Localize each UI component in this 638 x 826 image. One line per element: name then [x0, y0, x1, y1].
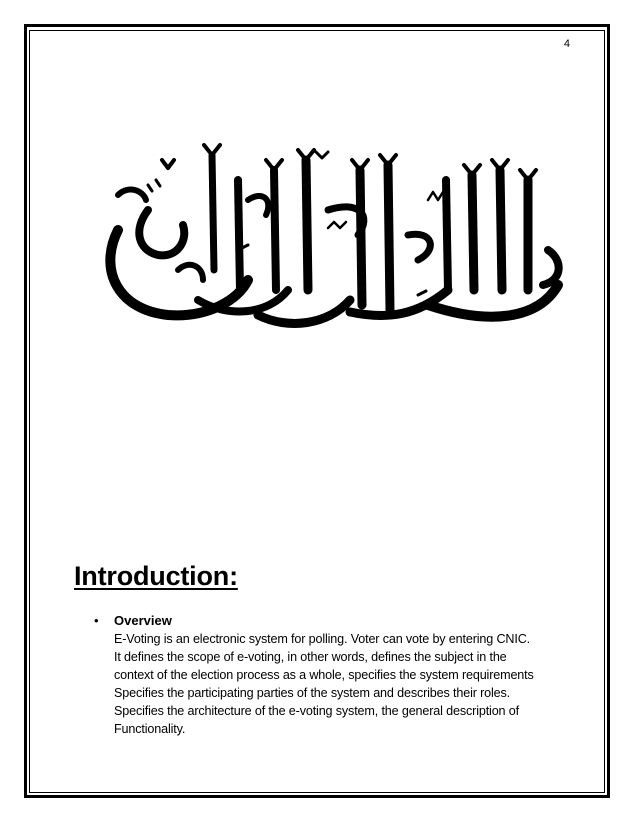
page-number: 4: [563, 38, 570, 50]
overview-bullet-row: [94, 612, 572, 630]
bismillah-calligraphy: [88, 140, 568, 340]
paragraph-line: context of the election process as a whole, specifies the system requirements: [114, 668, 534, 682]
overview-section: [94, 612, 572, 738]
overview-paragraph: [114, 630, 572, 738]
paragraph-line: Specifies the participating parties of the system and describes their roles.: [114, 686, 511, 700]
bullet-icon: •: [94, 613, 99, 628]
paragraph-line: Specifies the architecture of the e-voting system, the general description of: [114, 704, 519, 718]
paragraph-line: It defines the scope of e-voting, in other words, defines the subject in the: [114, 650, 507, 664]
paragraph-line: Functionality.: [114, 722, 186, 736]
section-title: Overview: [114, 613, 172, 628]
page-heading: Introduction:: [74, 561, 238, 591]
paragraph-line: E-Voting is an electronic system for polling. Voter can vote by entering CNIC.: [114, 632, 530, 646]
